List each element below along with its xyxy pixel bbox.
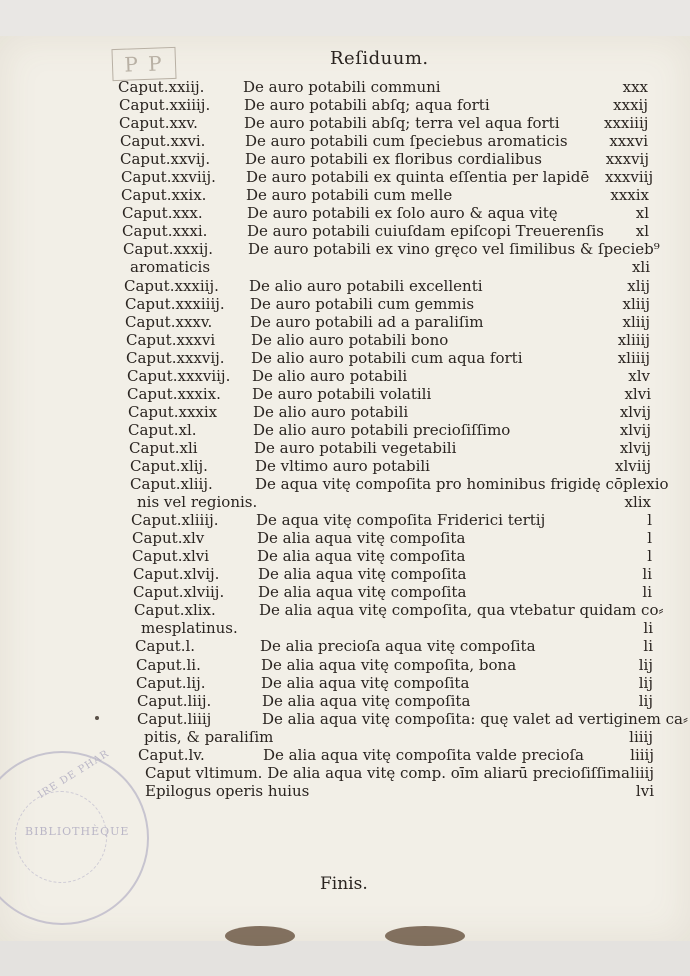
chapter-description: De alia aqua vitę compoſita, qua vtebatur quidam co⸗ <box>259 601 664 620</box>
chapter-label: Caput.xxix. <box>121 186 207 205</box>
toc-row <box>0 240 690 258</box>
toc-row <box>0 493 690 511</box>
finis-text: Finis. <box>320 874 368 894</box>
chapter-description: aromaticis <box>130 258 211 277</box>
chapter-label: Caput.xxxix. <box>127 384 221 403</box>
chapter-label: Caput.xxviij. <box>121 168 216 187</box>
chapter-description: De alia aqua vitę compoſita, bona <box>261 655 517 674</box>
chapter-description: De alia precioſa aqua vitę compoſita <box>260 637 536 656</box>
chapter-description: nis vel regionis. <box>137 493 258 512</box>
folio-number: l <box>647 547 652 566</box>
chapter-description: De auro potabili communi <box>243 78 441 96</box>
toc-row <box>0 78 690 96</box>
chapter-description: De auro potabili vegetabili <box>254 438 457 457</box>
chapter-label: Caput.liiij <box>137 709 212 728</box>
chapter-label: Caput.xxxviij. <box>127 366 231 385</box>
toc-row <box>0 457 690 475</box>
running-head: Reſiduum. <box>330 48 429 69</box>
folio-number: xxxix <box>610 186 649 205</box>
chapter-label: Caput.xlvij. <box>133 565 220 584</box>
toc-row <box>0 421 690 439</box>
chapter-label: Caput.xxiij. <box>118 78 205 96</box>
chapter-description: De auro potabili abſq; aqua forti <box>244 96 490 115</box>
folio-number: li <box>643 637 653 656</box>
chapter-description: De alio auro potabili <box>253 402 409 421</box>
chapter-label: Caput.xxxix <box>128 402 218 421</box>
toc-row <box>0 150 690 168</box>
toc-row <box>0 168 690 186</box>
toc-row <box>0 637 690 655</box>
toc-row <box>0 349 690 367</box>
chapter-description: mesplatinus. <box>141 619 238 638</box>
folio-number: xlvi <box>624 384 651 403</box>
chapter-label: Caput.xliij. <box>130 475 213 494</box>
folio-number: lvi <box>635 781 654 800</box>
folio-number: xxxij <box>613 96 648 115</box>
page-mark-box: P P <box>111 47 176 81</box>
toc-row <box>0 710 690 728</box>
chapter-description: De alio auro potabili excellenti <box>249 276 483 295</box>
chapter-description: De auro potabili ex floribus cordialibus <box>245 150 542 169</box>
folio-number: xliiij <box>617 348 650 367</box>
folio-number: lij <box>638 673 653 692</box>
chapter-label: Caput.xxxiiij. <box>125 294 225 313</box>
chapter-description: De alia aqua vitę compoſita <box>258 583 467 602</box>
chapter-description: De auro potabili ad a paraliſim <box>250 312 484 331</box>
toc-row <box>0 96 690 114</box>
chapter-description: De auro potabili cuiuſdam epiſcopi Treuerenſis <box>247 222 604 241</box>
toc-row <box>0 619 690 637</box>
chapter-description: De auro potabili cum ſpeciebus aromaticis <box>245 132 568 151</box>
chapter-label: Caput.li. <box>136 655 201 674</box>
chapter-label: Caput.xl. <box>128 420 197 439</box>
chapter-description: De alia aqua vitę compoſita <box>258 565 467 584</box>
folio-number: liiij <box>629 727 653 746</box>
chapter-description: De alia aqua vitę compoſita <box>261 673 470 692</box>
toc-row <box>0 583 690 601</box>
toc-row <box>0 295 690 313</box>
chapter-description: De auro potabili abſq; terra vel aqua forti <box>244 114 560 133</box>
chapter-label: Caput.xlij. <box>130 456 208 475</box>
folio-number: xlvij <box>619 402 651 421</box>
toc-row <box>0 132 690 150</box>
chapter-description: De alia aqua vitę compoſita <box>257 547 466 566</box>
chapter-description: De auro potabili cum gemmis <box>250 294 475 313</box>
chapter-label: Caput.xlv <box>132 529 205 548</box>
folio-number: xl <box>635 222 649 241</box>
folio-number: lij <box>638 655 653 674</box>
folio-number: xxxviij <box>605 168 654 187</box>
chapter-description: Epilogus operis huius <box>145 781 310 800</box>
folio-number: xxxvi <box>609 132 648 151</box>
folio-number: xxxvij <box>605 150 649 169</box>
chapter-label: Caput.xxxv. <box>125 312 213 331</box>
folio-number: li <box>642 565 652 584</box>
folio-number: xlvij <box>619 420 651 439</box>
folio-number: xlviij <box>615 456 651 475</box>
chapter-label: Caput.xxxi. <box>122 222 208 241</box>
folio-number: xxx <box>622 78 648 96</box>
chapter-label: Caput.lv. <box>138 745 205 764</box>
toc-row <box>0 674 690 692</box>
folio-number: xxxiiij <box>604 114 649 133</box>
chapter-description: De auro potabili ex ſolo auro & aqua vitę <box>247 204 558 223</box>
toc-row <box>0 222 690 240</box>
chapter-description: De alio auro potabili precioſiſſimo <box>253 420 511 439</box>
folio-number: l <box>647 511 652 530</box>
toc-row <box>0 692 690 710</box>
chapter-description: De alia aqua vitę compoſita: quę valet ad vertiginem ca⸗ <box>262 709 688 728</box>
chapter-label: Caput.xxxiij. <box>124 276 219 295</box>
chapter-label: Caput.xxvi. <box>120 132 206 151</box>
toc-row <box>0 331 690 349</box>
folio-number: xlvij <box>619 438 651 457</box>
chapter-description: De alia aqua vitę compoſita <box>262 691 471 710</box>
folio-number: liiij <box>630 745 654 764</box>
chapter-description: De auro potabili ex quinta eſſentia per lapidē <box>246 168 590 187</box>
chapter-label: Caput.xlvi <box>132 547 210 566</box>
chapter-description: De vltimo auro potabili <box>255 456 430 475</box>
chapter-label: Caput.xxv. <box>119 114 198 133</box>
chapter-label: Caput.xli <box>129 438 198 457</box>
toc-row <box>0 403 690 421</box>
folio-number: xli <box>631 258 650 277</box>
folio-number: li <box>642 583 652 602</box>
chapter-description: De alio auro potabili cum aqua forti <box>251 348 523 367</box>
stamp-center-text: BIBLIOTHÈQUE <box>25 825 130 838</box>
toc-row <box>0 313 690 331</box>
chapter-label: Caput.xlix. <box>134 601 216 620</box>
toc-row <box>0 258 690 276</box>
toc-row <box>0 367 690 385</box>
chapter-label: Caput.lij. <box>136 673 206 692</box>
toc-row <box>0 204 690 222</box>
thumb-right <box>385 926 465 946</box>
toc-row <box>0 565 690 583</box>
folio-number: xl <box>635 204 649 223</box>
chapter-description: De auro potabili volatili <box>252 384 432 403</box>
toc-row <box>0 529 690 547</box>
chapter-description: De alio auro potabili bono <box>251 330 449 349</box>
toc-row <box>0 385 690 403</box>
book-page <box>0 36 690 941</box>
chapter-label: Caput.xliiij. <box>131 511 219 530</box>
folio-number: xlv <box>628 366 650 385</box>
chapter-description: De alia aqua vitę compoſita valde precioſa <box>263 745 584 764</box>
toc-row <box>0 114 690 132</box>
chapter-label: Caput.xxxij. <box>123 240 214 259</box>
stamp-ring-text: IRE DE PHAR <box>36 748 112 801</box>
chapter-description: De auro potabili ex vino gręco vel ſimilibus & ſpecieb⁹ <box>248 240 660 259</box>
page-edge-background <box>0 941 690 976</box>
ink-dot <box>95 716 99 720</box>
folio-number: li <box>643 619 653 638</box>
folio-number: l <box>647 529 652 548</box>
folio-number: xliij <box>622 312 650 331</box>
chapter-label: Caput.l. <box>135 637 196 656</box>
chapter-label: Caput.xxxvij. <box>126 348 225 367</box>
chapter-label: Caput.xxxvi <box>126 330 216 349</box>
thumb-left <box>225 926 295 946</box>
chapter-label: Caput.xxvij. <box>120 150 211 169</box>
toc-row <box>0 439 690 457</box>
folio-number: lij <box>638 691 653 710</box>
toc-row <box>0 728 690 746</box>
folio-number: xliij <box>622 294 650 313</box>
chapter-description: De alia aqua vitę compoſita <box>257 529 466 548</box>
chapter-description: pitis, & paraliſim <box>144 727 274 746</box>
folio-number: xliiij <box>617 330 650 349</box>
chapter-description: Caput vltimum. De alia aqua vitę comp. oīm aliarū precioſiſſima <box>145 763 630 782</box>
chapter-label: Caput.liij. <box>137 691 212 710</box>
toc-row <box>0 601 690 619</box>
toc-row <box>0 186 690 204</box>
chapter-description: De aqua vitę compoſita Friderici tertij <box>256 511 546 530</box>
toc-row <box>0 277 690 295</box>
folio-number: xlix <box>624 493 651 512</box>
folio-number: liiij <box>630 763 654 782</box>
chapter-description: De auro potabili cum melle <box>246 186 453 205</box>
folio-number: xlij <box>627 276 650 295</box>
toc-row <box>0 475 690 493</box>
toc-row <box>0 511 690 529</box>
chapter-label: Caput.xxx. <box>122 204 203 223</box>
chapter-description: De aqua vitę compoſita pro hominibus frigidę cōplexio <box>255 475 669 494</box>
chapter-description: De alio auro potabili <box>252 366 408 385</box>
chapter-label: Caput.xxiiij. <box>119 96 211 115</box>
toc-row <box>0 547 690 565</box>
chapter-label: Caput.xlviij. <box>133 583 225 602</box>
toc-row <box>0 656 690 674</box>
